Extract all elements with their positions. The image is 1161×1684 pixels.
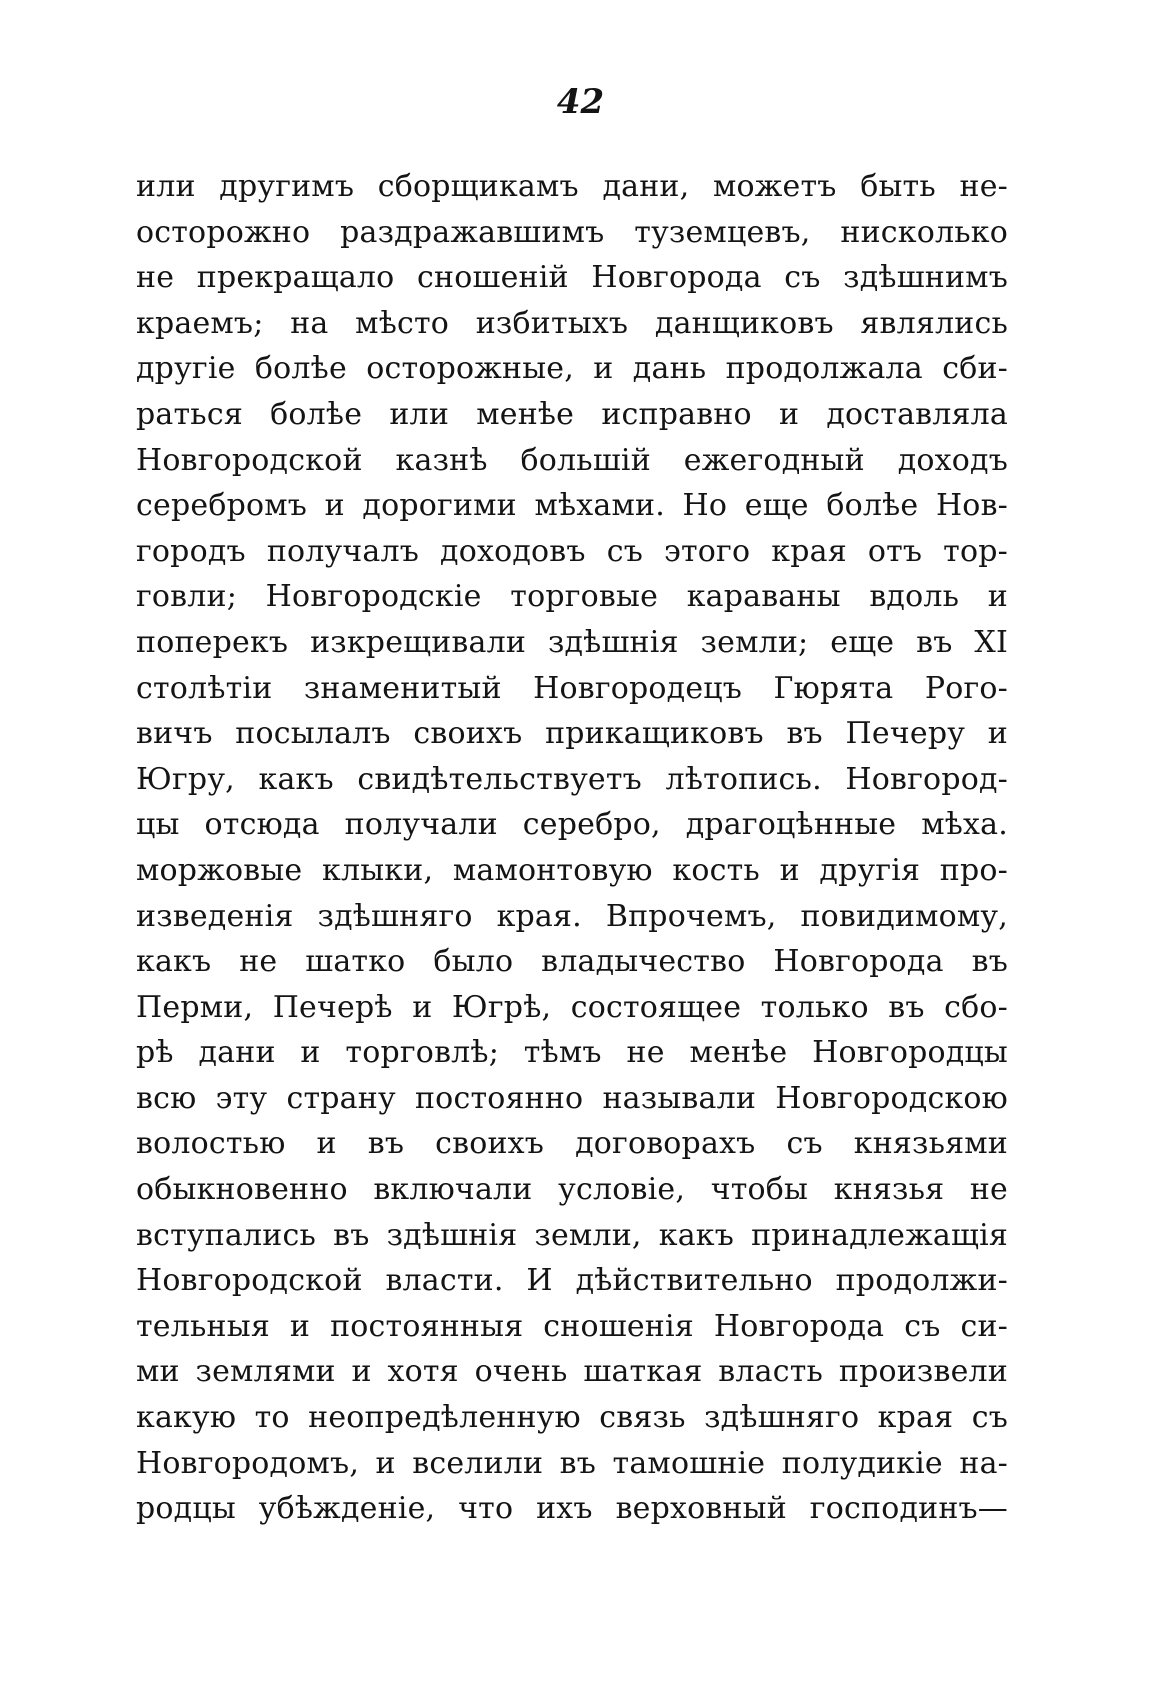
text-line: рѣ дани и торговлѣ; тѣмъ не менѣе Новгородцы [136, 1035, 1008, 1071]
text-line: или другимъ сборщикамъ дани, можетъ быть не- [136, 169, 1008, 204]
text-line: Новгородомъ, и вселили въ тамошніе полудикіе на- [136, 1445, 1008, 1481]
text-line: не прекращало сношеній Новгорода съ здѣшнимъ [136, 260, 1008, 296]
text-line: говли; Новгородскіе торговые караваны вдоль и [136, 579, 1008, 615]
text-line: изведенія здѣшняго края. Впрочемъ, повидимому, [136, 898, 1008, 934]
text-line: серебромъ и дорогими мѣхами. Но еще болѣе Нов- [136, 488, 1008, 524]
text-line: Югру, какъ свидѣтельствуетъ лѣтопись. Новгород- [136, 761, 1008, 797]
text-line: всю эту страну постоянно называли Новгородскою [136, 1080, 1008, 1116]
text-line: родцы убѣжденіе, что ихъ верховный господинъ— [136, 1491, 1008, 1527]
text-line: раться болѣе или менѣе исправно и доставляла [136, 396, 1008, 432]
text-line: тельныя и постоянныя сношенія Новгорода съ си- [136, 1308, 1008, 1344]
body-text [136, 164, 1008, 1532]
text-line: Новгородской власти. И дѣйствительно продолжи- [136, 1263, 1008, 1299]
text-line: краемъ; на мѣсто избитыхъ данщиковъ являлись [136, 305, 1008, 341]
text-line: вичъ посылалъ своихъ прикащиковъ въ Печеру и [136, 716, 1008, 752]
text-line: волостью и въ своихъ договорахъ съ князьями [136, 1126, 1008, 1162]
text-line: столѣтіи знаменитый Новгородецъ Гюрята Рого- [136, 670, 1008, 706]
text-line: вступались въ здѣшнія земли, какъ принадлежащія [136, 1217, 1008, 1253]
text-line: обыкновенно включали условіе, чтобы князья не [136, 1172, 1008, 1208]
text-line: цы отсюда получали серебро, драгоцѣнные мѣха. [136, 807, 1008, 843]
text-line: какъ не шатко было владычество Новгорода въ [136, 944, 1008, 980]
text-line: моржовые клыки, мамонтовую кость и другія про- [136, 852, 1008, 888]
text-line: осторожно раздражавшимъ туземцевъ, нисколько [136, 214, 1008, 250]
page-number: 42 [556, 82, 605, 122]
text-line: какую то неопредѣленную связь здѣшняго края съ [136, 1400, 1008, 1436]
text-line: Перми, Печерѣ и Югрѣ, состоящее только въ сбо- [136, 989, 1008, 1025]
text-line: Новгородской казнѣ большій ежегодный доходъ [136, 442, 1008, 478]
text-line: городъ получалъ доходовъ съ этого края отъ тор- [136, 533, 1008, 569]
text-line: ми землями и хотя очень шаткая власть произвели [136, 1354, 1008, 1390]
text-line: поперекъ изкрещивали здѣшнія земли; еще въ XI [136, 624, 1008, 660]
text-line: другіе болѣе осторожные, и дань продолжала сби- [136, 351, 1008, 387]
